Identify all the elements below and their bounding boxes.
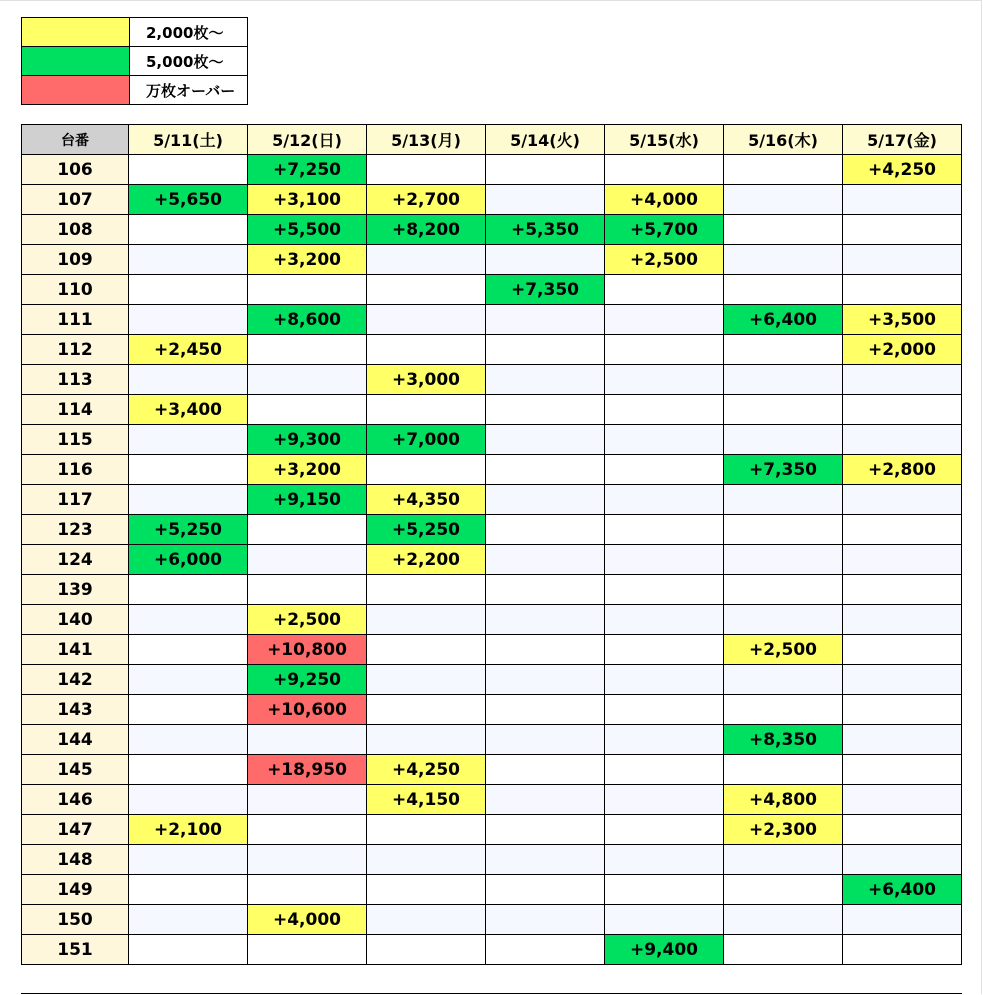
result-cell: +5,250	[129, 515, 248, 545]
result-cell	[129, 215, 248, 245]
result-cell	[248, 935, 367, 965]
result-cell	[605, 545, 724, 575]
machine-number: 112	[22, 335, 129, 365]
result-cell: +8,600	[248, 305, 367, 335]
result-cell	[367, 845, 486, 875]
result-cell	[248, 275, 367, 305]
date-header: 5/11(土)	[129, 125, 248, 155]
result-cell: +7,250	[248, 155, 367, 185]
result-cell	[129, 845, 248, 875]
result-cell	[605, 815, 724, 845]
result-cell: +3,100	[248, 185, 367, 215]
table-row	[22, 365, 962, 395]
date-header: 5/15(水)	[605, 125, 724, 155]
result-cell	[605, 575, 724, 605]
result-cell	[724, 905, 843, 935]
result-cell	[129, 575, 248, 605]
result-cell	[605, 335, 724, 365]
result-cell	[129, 455, 248, 485]
result-cell: +6,400	[843, 875, 962, 905]
result-cell: +2,300	[724, 815, 843, 845]
result-cell: +4,250	[367, 755, 486, 785]
result-cell	[843, 935, 962, 965]
legend-row	[22, 47, 248, 76]
result-cell: +3,200	[248, 455, 367, 485]
table-row	[22, 935, 962, 965]
table-row	[22, 845, 962, 875]
result-cell	[486, 875, 605, 905]
result-cell	[843, 515, 962, 545]
result-cell	[605, 875, 724, 905]
result-cell	[129, 665, 248, 695]
legend-swatch	[22, 18, 130, 47]
result-cell: +2,500	[248, 605, 367, 635]
result-cell: +2,800	[843, 455, 962, 485]
result-cell	[486, 905, 605, 935]
result-cell	[843, 275, 962, 305]
machine-number: 110	[22, 275, 129, 305]
machine-number: 148	[22, 845, 129, 875]
result-cell	[843, 695, 962, 725]
machine-number: 113	[22, 365, 129, 395]
machine-number: 107	[22, 185, 129, 215]
result-cell: +10,800	[248, 635, 367, 665]
table-row	[22, 245, 962, 275]
machine-number: 115	[22, 425, 129, 455]
machine-number: 139	[22, 575, 129, 605]
result-cell	[248, 575, 367, 605]
result-cell	[843, 215, 962, 245]
result-cell	[724, 605, 843, 635]
machine-number: 124	[22, 545, 129, 575]
table-row	[22, 185, 962, 215]
machine-number: 108	[22, 215, 129, 245]
result-cell	[248, 545, 367, 575]
machine-number: 145	[22, 755, 129, 785]
result-cell: +5,500	[248, 215, 367, 245]
result-cell	[605, 455, 724, 485]
result-cell	[724, 335, 843, 365]
result-cell	[605, 605, 724, 635]
result-cell	[724, 515, 843, 545]
result-cell	[605, 695, 724, 725]
result-cell	[843, 845, 962, 875]
result-cell	[724, 185, 843, 215]
result-cell	[486, 815, 605, 845]
result-cell	[486, 785, 605, 815]
result-cell	[486, 725, 605, 755]
result-cell: +9,400	[605, 935, 724, 965]
result-cell	[605, 365, 724, 395]
result-cell	[605, 785, 724, 815]
legend-label: 万枚オーバー	[130, 76, 248, 105]
result-cell: +8,350	[724, 725, 843, 755]
result-cell	[843, 365, 962, 395]
result-cell	[367, 695, 486, 725]
result-cell: +4,150	[367, 785, 486, 815]
table-row	[22, 545, 962, 575]
result-cell	[486, 665, 605, 695]
table-row	[22, 635, 962, 665]
machine-number: 146	[22, 785, 129, 815]
legend-table	[21, 17, 248, 105]
result-cell	[129, 305, 248, 335]
machine-number: 149	[22, 875, 129, 905]
result-cell	[486, 755, 605, 785]
result-cell	[605, 515, 724, 545]
result-cell	[724, 155, 843, 185]
machine-number: 150	[22, 905, 129, 935]
result-cell	[129, 245, 248, 275]
table-row	[22, 605, 962, 635]
result-cell	[486, 155, 605, 185]
result-cell	[367, 455, 486, 485]
result-cell	[367, 635, 486, 665]
table-row	[22, 395, 962, 425]
header-row	[22, 125, 962, 155]
result-cell	[367, 155, 486, 185]
result-cell	[367, 575, 486, 605]
result-cell	[605, 425, 724, 455]
date-header: 5/12(日)	[248, 125, 367, 155]
result-cell	[724, 245, 843, 275]
result-cell: +5,250	[367, 515, 486, 545]
result-cell	[724, 365, 843, 395]
result-cell	[129, 275, 248, 305]
result-cell: +2,500	[605, 245, 724, 275]
result-cell	[724, 425, 843, 455]
result-cell	[843, 635, 962, 665]
result-cell	[605, 755, 724, 785]
result-cell	[248, 365, 367, 395]
table-row	[22, 485, 962, 515]
result-cell	[724, 575, 843, 605]
result-cell	[129, 875, 248, 905]
result-cell	[843, 785, 962, 815]
table-row	[22, 335, 962, 365]
result-cell	[129, 935, 248, 965]
legend-label: 2,000枚～	[130, 18, 248, 47]
result-cell	[248, 785, 367, 815]
result-cell	[843, 815, 962, 845]
result-cell	[724, 875, 843, 905]
result-cell	[724, 845, 843, 875]
result-cell	[486, 545, 605, 575]
table-row	[22, 215, 962, 245]
result-cell	[486, 635, 605, 665]
machine-number: 123	[22, 515, 129, 545]
result-cell: +3,400	[129, 395, 248, 425]
machine-number: 140	[22, 605, 129, 635]
result-cell: +9,250	[248, 665, 367, 695]
result-cell: +2,000	[843, 335, 962, 365]
machine-number: 143	[22, 695, 129, 725]
result-cell: +2,450	[129, 335, 248, 365]
result-cell	[367, 905, 486, 935]
result-cell: +5,650	[129, 185, 248, 215]
result-cell	[724, 695, 843, 725]
result-cell	[605, 155, 724, 185]
result-cell	[248, 335, 367, 365]
result-cell	[486, 485, 605, 515]
corner-header: 台番	[22, 125, 129, 155]
result-cell: +18,950	[248, 755, 367, 785]
machine-number: 147	[22, 815, 129, 845]
machine-number: 109	[22, 245, 129, 275]
result-cell	[129, 425, 248, 455]
result-cell: +4,350	[367, 485, 486, 515]
result-cell: +4,250	[843, 155, 962, 185]
result-cell	[248, 875, 367, 905]
table-row	[22, 755, 962, 785]
result-cell: +2,500	[724, 635, 843, 665]
result-cell	[367, 815, 486, 845]
result-cell	[486, 605, 605, 635]
table-row	[22, 155, 962, 185]
table-row	[22, 455, 962, 485]
result-cell	[248, 815, 367, 845]
table-row	[22, 695, 962, 725]
result-cell	[367, 275, 486, 305]
results-table	[21, 124, 962, 965]
result-cell	[486, 185, 605, 215]
date-header: 5/13(月)	[367, 125, 486, 155]
result-cell: +7,000	[367, 425, 486, 455]
result-cell: +3,000	[367, 365, 486, 395]
result-cell	[724, 395, 843, 425]
machine-number: 142	[22, 665, 129, 695]
table-row	[22, 785, 962, 815]
result-cell	[248, 395, 367, 425]
table-row	[22, 305, 962, 335]
legend-swatch	[22, 47, 130, 76]
result-cell	[605, 635, 724, 665]
machine-number: 116	[22, 455, 129, 485]
result-cell	[367, 665, 486, 695]
result-cell	[843, 185, 962, 215]
result-cell	[605, 395, 724, 425]
result-cell	[843, 905, 962, 935]
result-cell	[843, 605, 962, 635]
result-cell	[605, 725, 724, 755]
result-cell: +7,350	[486, 275, 605, 305]
result-cell	[843, 425, 962, 455]
result-cell	[843, 485, 962, 515]
date-header: 5/16(木)	[724, 125, 843, 155]
result-cell: +3,500	[843, 305, 962, 335]
result-cell	[486, 305, 605, 335]
result-cell: +9,150	[248, 485, 367, 515]
result-cell: +6,400	[724, 305, 843, 335]
result-cell: +4,000	[248, 905, 367, 935]
result-cell	[129, 635, 248, 665]
result-cell	[367, 305, 486, 335]
result-cell: +2,100	[129, 815, 248, 845]
date-header: 5/17(金)	[843, 125, 962, 155]
machine-number: 151	[22, 935, 129, 965]
result-cell	[724, 935, 843, 965]
bottom-divider	[21, 993, 962, 994]
table-row	[22, 515, 962, 545]
result-cell	[843, 575, 962, 605]
result-cell: +9,300	[248, 425, 367, 455]
result-cell	[486, 935, 605, 965]
result-cell	[486, 575, 605, 605]
result-cell	[724, 665, 843, 695]
result-cell	[486, 695, 605, 725]
result-cell	[486, 335, 605, 365]
result-cell	[367, 605, 486, 635]
result-cell	[486, 425, 605, 455]
table-row	[22, 665, 962, 695]
result-cell	[367, 335, 486, 365]
result-cell	[724, 215, 843, 245]
result-cell: +2,700	[367, 185, 486, 215]
result-cell	[605, 485, 724, 515]
legend-swatch	[22, 76, 130, 105]
result-cell	[486, 245, 605, 275]
table-row	[22, 815, 962, 845]
machine-number: 114	[22, 395, 129, 425]
result-cell: +7,350	[724, 455, 843, 485]
result-cell	[843, 665, 962, 695]
result-cell	[367, 245, 486, 275]
result-cell	[724, 755, 843, 785]
table-row	[22, 575, 962, 605]
result-cell: +2,200	[367, 545, 486, 575]
result-cell: +5,350	[486, 215, 605, 245]
result-cell	[843, 545, 962, 575]
result-cell	[129, 725, 248, 755]
result-cell: +6,000	[129, 545, 248, 575]
machine-number: 111	[22, 305, 129, 335]
machine-number: 106	[22, 155, 129, 185]
machine-number: 144	[22, 725, 129, 755]
result-cell	[724, 275, 843, 305]
result-cell	[129, 905, 248, 935]
table-row	[22, 725, 962, 755]
result-cell	[486, 455, 605, 485]
result-cell	[843, 395, 962, 425]
result-cell	[486, 395, 605, 425]
result-cell	[486, 365, 605, 395]
legend-label: 5,000枚～	[130, 47, 248, 76]
result-cell	[248, 515, 367, 545]
result-cell: +3,200	[248, 245, 367, 275]
result-cell	[248, 725, 367, 755]
result-cell	[605, 845, 724, 875]
result-cell: +8,200	[367, 215, 486, 245]
result-cell	[486, 845, 605, 875]
table-row	[22, 425, 962, 455]
result-cell	[367, 725, 486, 755]
date-header: 5/14(火)	[486, 125, 605, 155]
legend-row	[22, 76, 248, 105]
result-cell	[129, 485, 248, 515]
result-cell	[367, 395, 486, 425]
result-cell	[129, 695, 248, 725]
result-cell	[367, 935, 486, 965]
result-cell	[129, 785, 248, 815]
result-cell: +10,600	[248, 695, 367, 725]
machine-number: 117	[22, 485, 129, 515]
table-row	[22, 905, 962, 935]
result-cell	[605, 665, 724, 695]
result-cell	[605, 305, 724, 335]
result-cell	[843, 725, 962, 755]
result-cell	[129, 605, 248, 635]
result-cell: +4,000	[605, 185, 724, 215]
result-cell	[129, 365, 248, 395]
result-cell	[843, 245, 962, 275]
table-row	[22, 875, 962, 905]
result-cell	[248, 845, 367, 875]
result-cell	[843, 755, 962, 785]
result-cell	[129, 155, 248, 185]
machine-number: 141	[22, 635, 129, 665]
result-cell	[724, 485, 843, 515]
result-cell: +5,700	[605, 215, 724, 245]
result-cell	[367, 875, 486, 905]
legend-row	[22, 18, 248, 47]
table-row	[22, 275, 962, 305]
result-cell	[486, 515, 605, 545]
result-cell	[605, 905, 724, 935]
result-cell	[605, 275, 724, 305]
result-cell	[129, 755, 248, 785]
result-cell: +4,800	[724, 785, 843, 815]
result-cell	[724, 545, 843, 575]
